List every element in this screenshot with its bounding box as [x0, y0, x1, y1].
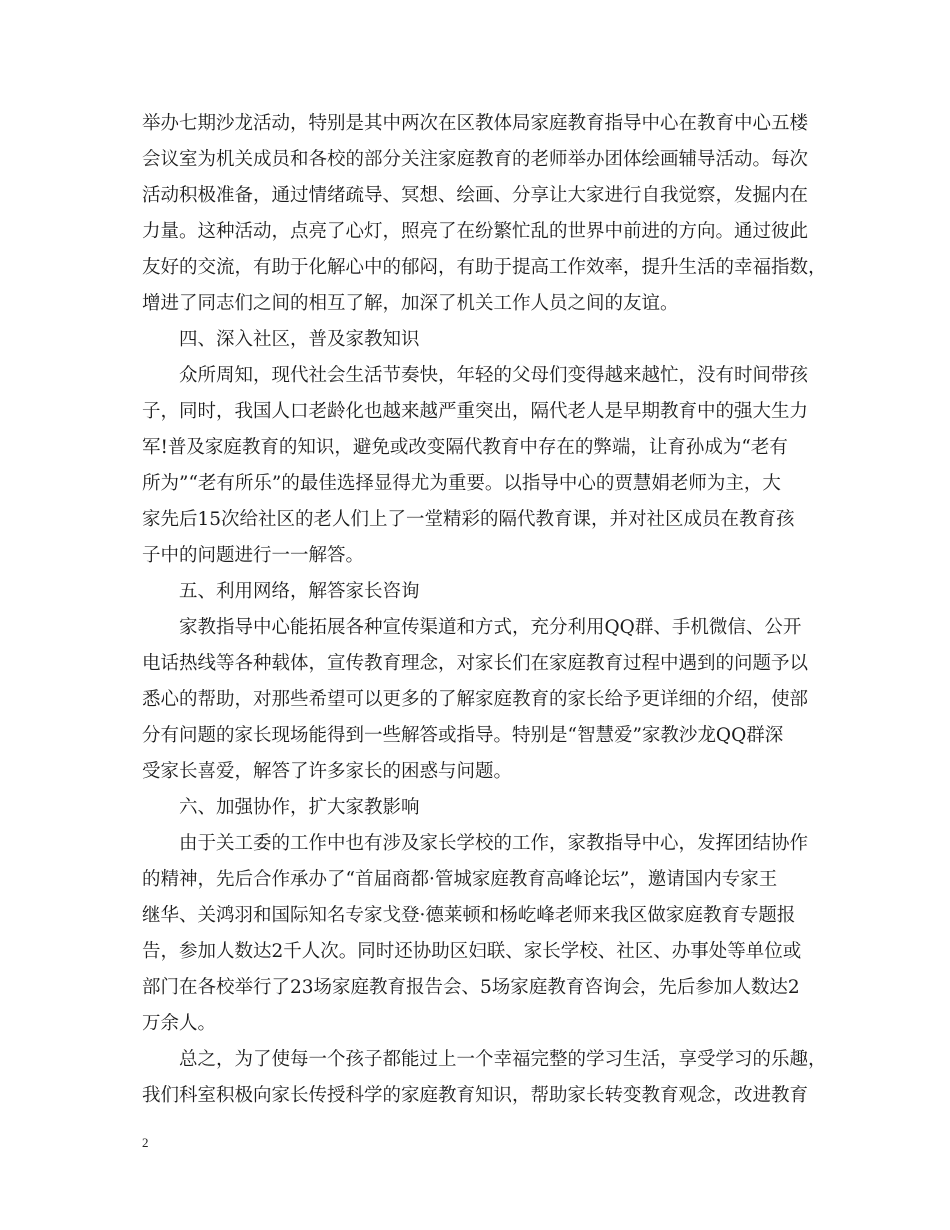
text-line: 子，同时，我国人口老龄化也越来越严重突出，隔代老人是早期教育中的强大生力	[142, 401, 809, 422]
text-line: 举办七期沙龙活动，特别是其中两次在区教体局家庭教育指导中心在教育中心五楼	[142, 113, 809, 134]
text-line: 部门在各校举行了23场家庭教育报告会、5场家庭教育咨询会，先后参加人数达2	[142, 977, 800, 998]
text-line: 所为”“老有所乐”的最佳选择显得尤为重要。以指导中心的贾慧娟老师为主，大	[142, 473, 781, 494]
text-line: 总之，为了使每一个孩子都能过上一个幸福完整的学习生活，享受学习的乐趣，	[179, 1049, 827, 1070]
text-line: 悉心的帮助，对那些希望可以更多的了解家庭教育的家长给予更详细的介绍，使部	[142, 689, 809, 710]
text-line: 我们科室积极向家长传授科学的家庭教育知识，帮助家长转变教育观念，改进教育	[142, 1085, 809, 1106]
section-heading: 四、深入社区，普及家教知识	[179, 329, 420, 350]
text-line: 分有问题的家长现场能得到一些解答或指导。特别是“智慧爱”家教沙龙QQ群深	[142, 725, 784, 746]
text-line: 会议室为机关成员和各校的部分关注家庭教育的老师举办团体绘画辅导活动。每次	[142, 149, 809, 170]
text-line: 的精神，先后合作承办了“首届商都·管城家庭教育高峰论坛”，邀请国内专家王	[142, 869, 778, 890]
text-line: 继华、关鸿羽和国际知名专家戈登·德莱顿和杨屹峰老师来我区做家庭教育专题报	[142, 905, 796, 926]
text-line: 力量。这种活动，点亮了心灯，照亮了在纷繁忙乱的世界中前进的方向。通过彼此	[142, 221, 809, 242]
text-line: 家先后15次给社区的老人们上了一堂精彩的隔代教育课，并对社区成员在教育孩	[142, 509, 795, 530]
text-line: 增进了同志们之间的相互了解，加深了机关工作人员之间的友谊。	[142, 293, 679, 314]
text-line: 军!普及家庭教育的知识，避免或改变隔代教育中存在的弊端，让育孙成为“老有	[142, 437, 788, 458]
text-line: 家教指导中心能拓展各种宣传渠道和方式，充分利用QQ群、手机微信、公开	[179, 617, 802, 638]
text-line: 电话热线等各种载体，宣传教育理念，对家长们在家庭教育过程中遇到的问题予以	[142, 653, 809, 674]
text-line: 友好的交流，有助于化解心中的郁闷，有助于提高工作效率，提升生活的幸福指数，	[142, 257, 827, 278]
text-line: 子中的问题进行一一解答。	[142, 545, 365, 566]
section-heading: 六、加强协作，扩大家教影响	[179, 797, 420, 818]
text-line: 由于关工委的工作中也有涉及家长学校的工作，家教指导中心，发挥团结协作	[179, 833, 809, 854]
text-line: 活动积极准备，通过情绪疏导、冥想、绘画、分享让大家进行自我觉察，发掘内在	[142, 185, 809, 206]
section-heading: 五、利用网络，解答家长咨询	[179, 581, 420, 602]
text-line: 告，参加人数达2千人次。同时还协助区妇联、家长学校、社区、办事处等单位或	[142, 941, 802, 962]
text-line: 受家长喜爱，解答了许多家长的困惑与问题。	[142, 761, 513, 782]
text-line: 万余人。	[142, 1013, 217, 1034]
page-number: 2	[142, 1135, 149, 1150]
text-line: 众所周知，现代社会生活节奏快，年轻的父母们变得越来越忙，没有时间带孩	[179, 365, 809, 386]
